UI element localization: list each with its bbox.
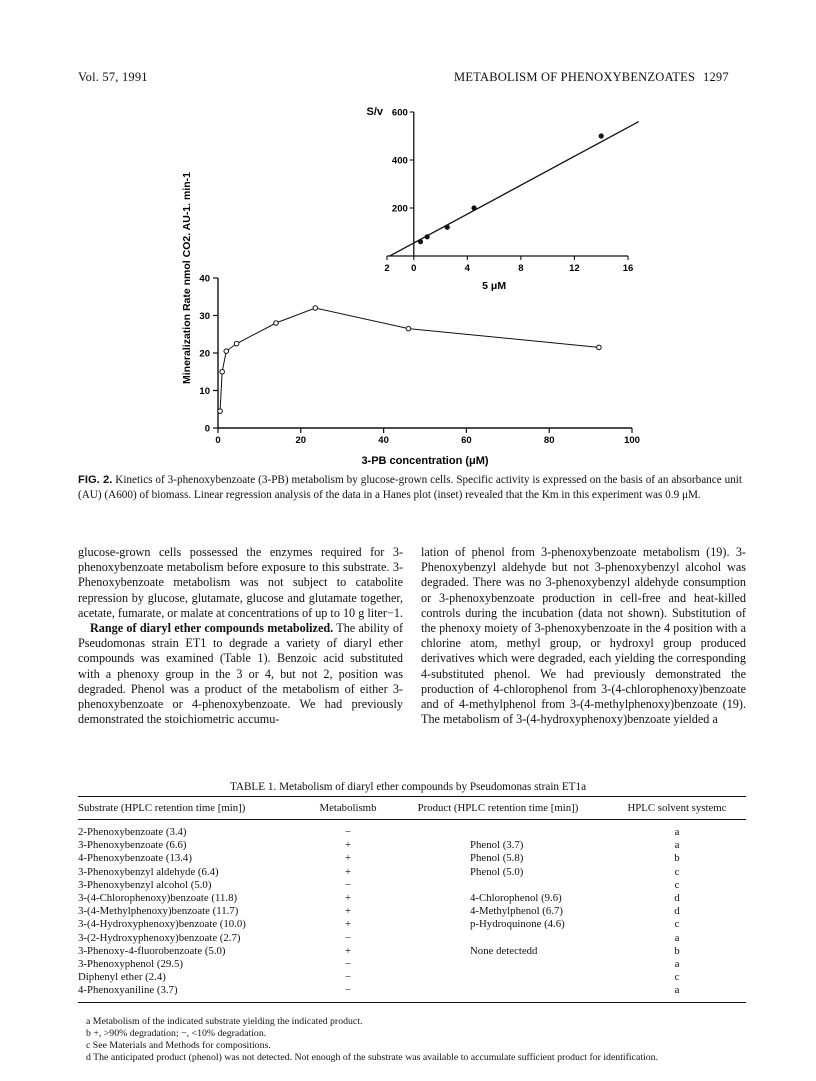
substrate-cell: 3-(4-Methylphenoxy)benzoate (11.7) xyxy=(78,905,239,918)
metabolism-cell: + xyxy=(344,905,352,918)
y-tick-label: 20 xyxy=(199,348,210,360)
y-axis-label: Mineralization Rate nmol CO2. AU-1. min-1 xyxy=(181,172,193,384)
substrate-cell: 3-Phenoxybenzyl alcohol (5.0) xyxy=(78,878,212,891)
substrate-cell: 3-Phenoxybenzoate (6.6) xyxy=(78,839,187,852)
table-header-row xyxy=(78,797,746,820)
data-point xyxy=(234,341,239,346)
inset-x-tick-label: 0 xyxy=(411,263,417,274)
product-cell: 4-Chlorophenol (9.6) xyxy=(470,892,562,905)
solvent-cell: c xyxy=(674,971,680,984)
inset-data-point xyxy=(599,133,604,138)
x-tick-label: 40 xyxy=(378,435,389,446)
substrate-cell: 3-(4-Hydroxyphenoxy)benzoate (10.0) xyxy=(78,918,246,931)
metabolism-cell: − xyxy=(344,931,352,944)
footnote: b +, >90% degradation; −, <10% degradation. xyxy=(86,1028,267,1039)
substrate-cell: 2-Phenoxybenzoate (3.4) xyxy=(78,826,187,838)
product-cell: Phenol (5.0) xyxy=(470,865,524,878)
solvent-cell: c xyxy=(674,878,680,891)
y-tick-label: 30 xyxy=(199,311,210,322)
solvent-cell: d xyxy=(674,905,680,918)
product-cell: 4-Methylphenol (6.7) xyxy=(470,905,563,918)
metabolism-cell: + xyxy=(344,944,352,957)
inset-x-tick-label: 8 xyxy=(518,263,524,274)
y-tick-label: 0 xyxy=(204,423,210,435)
solvent-cell: a xyxy=(674,839,680,852)
metabolism-cell: + xyxy=(344,892,352,905)
inset-data-point xyxy=(445,225,450,230)
body-column-left xyxy=(78,545,403,727)
x-tick-label: 80 xyxy=(543,435,555,446)
solvent-cell: a xyxy=(674,931,680,944)
data-point xyxy=(406,326,411,331)
table-row xyxy=(78,839,746,852)
product-cell: p-Hydroquinone (4.6) xyxy=(470,918,565,931)
inset-data-point xyxy=(425,234,430,239)
metabolism-cell: + xyxy=(344,839,352,852)
solvent-cell: c xyxy=(674,865,680,878)
table-row xyxy=(78,879,746,892)
paragraph: glucose-grown cells possessed the enzymes required for 3-phenoxybenzoate metabolism before exposure to this substrate. 3-Phenoxybenzoate metabolism was not subject to catabolite repression by glucose, glutamate, glucose and glutamate together, acetate, fumarate, or malate at concentrations of up to 10 g liter−1. xyxy=(78,545,403,620)
substrate-cell: 3-(2-Hydroxyphenoxy)benzoate (2.7) xyxy=(78,931,241,944)
metabolism-cell: − xyxy=(344,971,352,984)
solvent-cell: b xyxy=(674,944,680,957)
column-header: Substrate (HPLC retention time [min]) xyxy=(78,797,308,820)
data-point xyxy=(597,345,602,350)
inset-hanes-plot xyxy=(366,106,638,292)
x-tick-label: 60 xyxy=(461,435,472,446)
footnote: d The anticipated product (phenol) was not detected. Not enough of the substrate was available to accumulate sufficient product for identification. xyxy=(86,1052,659,1063)
inset-x-tick-label: 2 xyxy=(384,263,390,274)
table-row xyxy=(78,958,746,971)
substrate-cell: 4-Phenoxyaniline (3.7) xyxy=(78,984,308,1002)
figure-caption xyxy=(78,473,742,502)
inset-y-axis-label: S/v xyxy=(366,106,383,118)
data-point xyxy=(218,409,223,414)
solvent-cell: a xyxy=(608,984,746,1002)
table-row xyxy=(78,971,746,984)
footnote: c See Materials and Methods for compositions. xyxy=(86,1040,271,1051)
inset-y-tick-label: 600 xyxy=(391,107,408,119)
solvent-cell: a xyxy=(674,826,680,838)
inset-x-tick-label: 4 xyxy=(464,263,470,274)
table-row xyxy=(78,918,746,931)
table-title: TABLE 1. Metabolism of diaryl ether compounds by Pseudomonas strain ET1a xyxy=(229,781,587,793)
paragraph: lation of phenol from 3-phenoxybenzoate metabolism (19). 3-Phenoxybenzyl aldehyde but not 3-phenoxybenzyl alcohol was degraded. There was no 3-phenoxybenzyl aldehyde consumption or 3-phenoxybenzoate production in cell-free and heat-killed controls during the incubation (data not shown). Substitution of the phenoxy moiety of 3-phenoxybenzoate in the 4 position with a chlorine atom, methyl group, or hydroxyl group produced derivatives which were degraded, each yielding the corresponding 4-substituted phenol. We had previously demonstrated the production of 4-chlorophenol from 3-(4-chlorophenoxy)benzoate and of 4-methylphenol from 3-(4-methylphenoxy)benzoate (19). The metabolism of 3-(4-hydroxyphenoxy)benzoate yielded a xyxy=(421,545,746,727)
product-cell xyxy=(388,958,608,971)
x-axis-label: 3-PB concentration (μM) xyxy=(361,455,489,467)
table-row xyxy=(78,852,746,865)
table-row xyxy=(78,892,746,905)
product-cell: Phenol (5.8) xyxy=(470,852,524,865)
inset-data-point xyxy=(418,239,423,244)
x-tick-label: 20 xyxy=(295,435,307,446)
metabolism-cell: − xyxy=(344,826,352,838)
column-header: Product (HPLC retention time [min]) xyxy=(388,797,608,820)
data-point xyxy=(274,321,279,326)
figure-label: FIG. 2. xyxy=(78,474,113,486)
figure-caption-text: Kinetics of 3-phenoxybenzoate (3-PB) metabolism by glucose-grown cells. Specific activity is expressed on the basis of an absorbance unit (AU) (A600) of biomass. Linear regression analysis of the data in a Hanes plot (inset) revealed that the Km in this experiment was 0.9 μM. xyxy=(78,474,743,501)
metabolism-cell: + xyxy=(344,852,352,865)
solvent-cell: a xyxy=(674,958,680,971)
solvent-cell: c xyxy=(674,918,680,931)
substrate-cell: 3-Phenoxy-4-fluorobenzoate (5.0) xyxy=(78,944,226,957)
data-point xyxy=(220,369,225,374)
table-row xyxy=(78,866,746,879)
y-tick-label: 10 xyxy=(199,386,210,397)
page-number: 1297 xyxy=(703,70,729,84)
body-column-right xyxy=(421,545,746,727)
column-header: Metabolismb xyxy=(308,797,388,820)
metabolism-cell: − xyxy=(308,984,388,1002)
table-row xyxy=(78,820,746,840)
substrate-cell: 3-Phenoxyphenol (29.5) xyxy=(78,958,183,971)
column-header: HPLC solvent systemc xyxy=(608,797,746,820)
footnote: a Metabolism of the indicated substrate yielding the indicated product. xyxy=(86,1016,363,1027)
figure-2 xyxy=(0,0,816,470)
inset-y-tick-label: 200 xyxy=(391,203,408,215)
data-point xyxy=(224,349,229,354)
y-tick-label: 40 xyxy=(199,273,210,285)
table-row xyxy=(78,932,746,945)
product-cell xyxy=(388,820,608,840)
table-row xyxy=(78,984,746,1002)
table-row xyxy=(78,945,746,958)
x-tick-label: 100 xyxy=(624,435,640,446)
metabolism-cell: − xyxy=(344,878,352,891)
table-row xyxy=(78,905,746,918)
inset-x-tick-label: 16 xyxy=(622,263,634,274)
substrate-cell: Diphenyl ether (2.4) xyxy=(78,971,166,984)
product-cell xyxy=(388,971,608,984)
metabolism-cell: + xyxy=(344,918,352,931)
running-head-title: METABOLISM OF PHENOXYBENZOATES xyxy=(454,70,696,84)
inset-x-tick-label: 12 xyxy=(569,263,580,274)
substrate-cell: 4-Phenoxybenzoate (13.4) xyxy=(78,852,192,865)
metabolism-cell: − xyxy=(344,958,352,971)
product-cell: Phenol (3.7) xyxy=(470,839,524,852)
inset-data-point xyxy=(471,205,476,210)
product-cell xyxy=(388,879,608,892)
section-heading: Range of diaryl ether compounds metabolized. xyxy=(90,621,334,636)
metabolism-cell: + xyxy=(344,865,352,878)
running-head-volume: Vol. 57, 1991 xyxy=(78,70,148,84)
x-tick-label: 0 xyxy=(215,435,221,446)
paragraph: Range of diaryl ether compounds metabolized. The ability of Pseudomonas strain ET1 to degrade a variety of diaryl ether compounds was examined (Table 1). Benzoic acid substituted with a phenoxy group in the 3 or 4, but not 2, position was degraded. Phenol was a product of the metabolism of either 3-phenoxybenzoate or 4-phenoxybenzoate. We had previously demonstrated the stoichiometric accumu- xyxy=(78,621,403,727)
main-kinetics-chart xyxy=(181,172,640,467)
solvent-cell: d xyxy=(674,892,680,905)
product-cell xyxy=(388,932,608,945)
product-cell xyxy=(388,984,608,1002)
substrate-cell: 3-Phenoxybenzyl aldehyde (6.4) xyxy=(78,865,219,878)
table-footnotes xyxy=(78,1016,758,1064)
substrate-cell: 3-(4-Chlorophenoxy)benzoate (11.8) xyxy=(78,892,238,905)
inset-x-axis-label: 5 μM xyxy=(482,280,507,292)
inset-y-tick-label: 400 xyxy=(391,155,408,167)
product-cell: None detectedd xyxy=(470,944,538,957)
solvent-cell: b xyxy=(674,852,680,865)
table-1 xyxy=(78,796,746,1003)
data-point xyxy=(313,306,318,311)
